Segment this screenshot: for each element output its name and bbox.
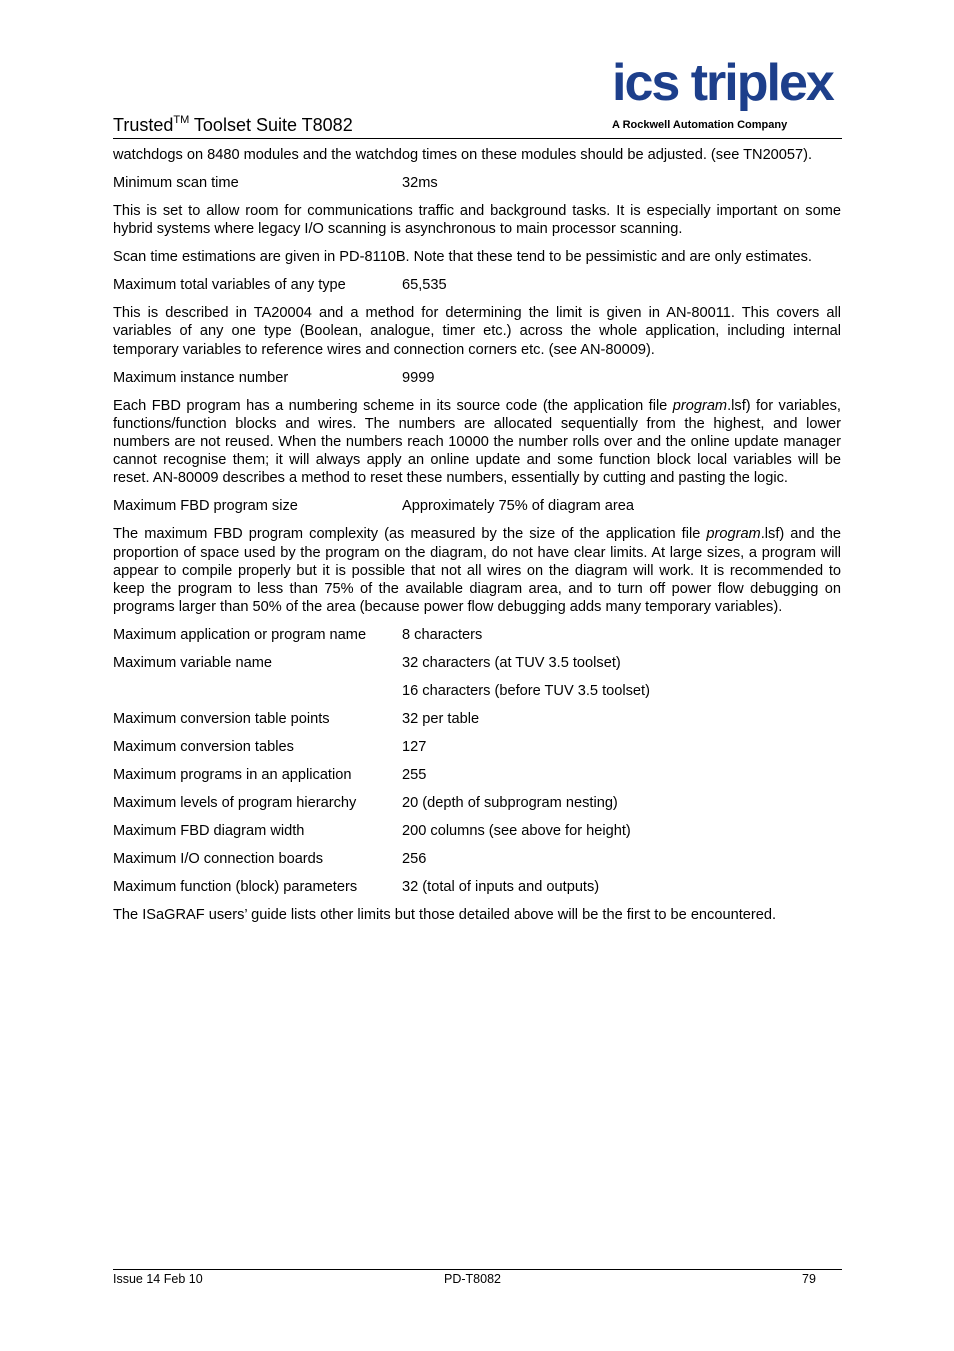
text-run: .lsf) and the proportion of space used by the program on the diagram, do not have clear limits. At large sizes, a program will appear to compile properly but it is possible that not all wires on the diagram will work. It is recommended to keep the program to less than 75% of the available diagram area, and to turn off power flow debugging on programs larger than 50% of the area (because power flow debugging adds many temporary variables).	[113, 526, 841, 616]
limit-value: 32 characters (at TUV 3.5 toolset)	[402, 655, 621, 672]
limit-row-programs	[113, 766, 841, 784]
footer-page-number: 79	[802, 1272, 816, 1286]
limit-row-instance-number	[113, 369, 841, 387]
limit-key: Maximum I/O connection boards	[113, 851, 324, 868]
limit-key: Minimum scan time	[113, 175, 239, 191]
limit-value: 9999	[402, 369, 435, 386]
limit-key: Maximum programs in an application	[113, 767, 352, 784]
limit-value: 8 characters	[402, 627, 483, 644]
emphasis-program: program	[672, 397, 728, 414]
limit-key: Maximum total variables of any type	[113, 277, 346, 294]
limit-row-app-name	[113, 626, 841, 644]
limit-key: Maximum conversion tables	[113, 739, 294, 756]
limit-row-block-parameters	[113, 878, 841, 896]
limit-row-conversion-points	[113, 710, 841, 728]
paragraph-isagraf-guide: The ISaGRAF users’ guide lists other limits but those detailed above will be the first to be encountered.	[113, 907, 777, 924]
limit-key: Maximum levels of program hierarchy	[113, 795, 357, 812]
logo-main-text: ics triplex	[612, 56, 833, 112]
limit-key: Maximum function (block) parameters	[113, 879, 358, 896]
ics-triplex-logo	[612, 56, 844, 132]
limit-value: 200 columns (see above for height)	[402, 823, 631, 840]
header-title-suffix: Toolset Suite T8082	[189, 115, 353, 135]
limit-key: Maximum conversion table points	[113, 711, 330, 728]
text-run: The maximum FBD program complexity (as measured by the size of the application file	[113, 526, 707, 543]
header-title-prefix: Trusted	[113, 115, 174, 135]
limit-row-conversion-tables	[113, 738, 841, 756]
limit-key: Maximum application or program name	[113, 627, 367, 644]
limit-row-program-size	[113, 497, 841, 515]
document-body	[113, 146, 841, 934]
limit-row-min-scan	[113, 174, 841, 192]
footer-document-code: PD-T8082	[444, 1272, 501, 1286]
limit-key: Maximum instance number	[113, 369, 289, 386]
emphasis-program: program	[706, 526, 761, 543]
footer-rule	[113, 1269, 842, 1270]
trademark-sup: TM	[173, 114, 190, 126]
limit-value: 256	[402, 851, 427, 868]
header-rule	[113, 138, 842, 139]
limit-row-variable-name-old	[113, 682, 841, 700]
page-header-title	[113, 114, 353, 136]
limit-value: 32ms	[402, 175, 438, 191]
limit-value: 32 per table	[402, 711, 480, 728]
limit-value: Approximately 75% of diagram area	[402, 498, 634, 515]
limit-row-variable-name	[113, 654, 841, 672]
paragraph-numbering-scheme	[113, 397, 841, 488]
limit-value: 255	[402, 767, 427, 784]
limit-value: 32 (total of inputs and outputs)	[402, 879, 600, 896]
paragraph-watchdogs: watchdogs on 8480 modules and the watchdog times on these modules should be adjusted. (see TN20057).	[113, 147, 813, 163]
limit-value: 127	[402, 739, 427, 756]
limit-value: 16 characters (before TUV 3.5 toolset)	[402, 683, 650, 700]
limit-row-hierarchy	[113, 794, 841, 812]
limit-key: Maximum FBD diagram width	[113, 823, 305, 840]
logo-tagline-text: A Rockwell Automation Company	[612, 119, 788, 131]
limit-row-total-variables	[113, 276, 841, 294]
limit-key: Maximum FBD program size	[113, 498, 298, 515]
footer-issue: Issue 14 Feb 10	[113, 1272, 203, 1286]
paragraph-scan-room: This is set to allow room for communications traffic and background tasks. It is especially important on some hybrid systems where legacy I/O scanning is asynchronous to main processor scanning.	[113, 203, 841, 238]
text-run: Each FBD program has a numbering scheme in its source code (the application file	[113, 397, 673, 414]
paragraph-variables-limit: This is described in TA20004 and a method for determining the limit is given in AN-80011. This covers all variables of any one type (Boolean, analogue, timer etc.) across the whole application, including internal temporary variables to reference wires and connection corners etc. (see AN-80009).	[113, 305, 841, 358]
limit-value: 65,535	[402, 277, 447, 294]
limit-key: Maximum variable name	[113, 655, 272, 672]
limit-row-io-boards	[113, 850, 841, 868]
paragraph-program-complexity	[113, 525, 841, 616]
paragraph-scan-estimates: Scan time estimations are given in PD-8110B. Note that these tend to be pessimistic and are only estimates.	[113, 249, 812, 266]
limit-key	[113, 682, 402, 700]
limit-row-diagram-width	[113, 822, 841, 840]
limit-value: 20 (depth of subprogram nesting)	[402, 795, 618, 812]
text-run: .lsf) for variables, functions/function blocks and wires. The numbers are allocated sequentially from the highest, and lower numbers are not reused. When the numbers reach 10000 the number rolls over and the online update manager cannot recognise them; it will always apply an online update and some function block local variables will be reset. AN-80009 describes a method to reset these numbers, essentially by cutting and pasting the logic.	[113, 397, 841, 487]
